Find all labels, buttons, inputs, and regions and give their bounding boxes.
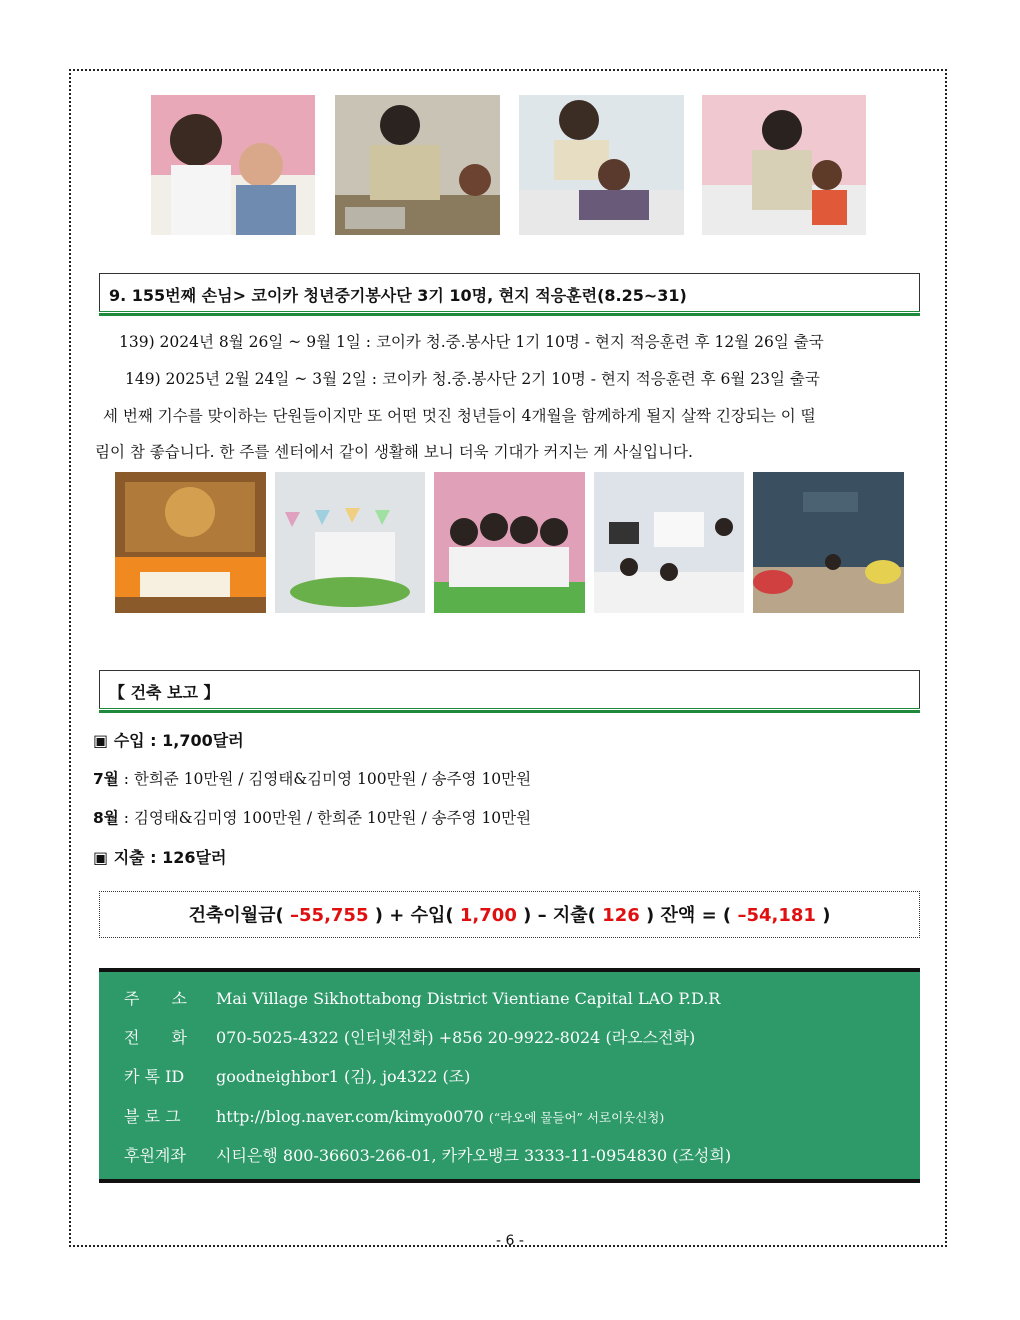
address-row: [124, 986, 720, 1009]
contact-info-box: [99, 968, 920, 1183]
account-value: 시티은행 800-36603-266-01, 카카오뱅크 3333-11-0954830 (조성희): [216, 1146, 732, 1165]
section-9-header: [99, 273, 920, 311]
expense-label: ▣ 지출 : 126달러: [93, 848, 227, 867]
balance-summary: [99, 891, 920, 938]
section-9-line-3: 세 번째 기수를 맞이하는 단원들이지만 또 어떤 멋진 청년들이 4개월을 함께하게 될지 살짝 긴장되는 이 떨: [103, 407, 816, 425]
summary-close: ): [822, 905, 831, 926]
carry-label: 건축이월금(: [188, 905, 284, 926]
page-number: - 6 -: [496, 1233, 524, 1249]
photo-volunteer-with-child: [702, 95, 866, 235]
blog-label: 블 로 그: [124, 1107, 181, 1126]
blog-note: (“라오에 물들어” 서로이웃신청): [488, 1110, 665, 1125]
phone-value: 070-5025-4322 (인터넷전화) +856 20-9922-8024 (라오스전화): [216, 1028, 696, 1047]
photo-group-outdoor: [434, 472, 585, 613]
phone-row: [124, 1025, 695, 1048]
july-donations: [93, 767, 531, 789]
balance-value: –54,181: [737, 905, 816, 926]
phone-label: 전 화: [124, 1028, 187, 1047]
photo-cooking-together: [275, 472, 425, 613]
summary-income-value: 1,700: [459, 905, 517, 926]
section-9-line-1: 139) 2024년 8월 26일 ~ 9월 1일 : 코이카 청.중.봉사단 1기 10명 - 현지 적응훈련 후 12월 26일 출국: [119, 333, 824, 351]
august-text: : 김영태&김미영 100만원 / 한희준 10만원 / 송주영 10만원: [118, 809, 532, 827]
summary-expense-label: ) – 지출(: [523, 905, 596, 926]
carry-value: –55,755: [290, 905, 369, 926]
photo-volunteer-cutting-hair: [519, 95, 684, 235]
summary-income-label: ) + 수입(: [374, 905, 454, 926]
photo-lounge-meeting: [753, 472, 904, 613]
building-report-header: [99, 670, 920, 708]
blog-link[interactable]: http://blog.naver.com/kimyo0070: [216, 1107, 484, 1126]
account-label: 후원계좌: [124, 1146, 186, 1165]
july-month: 7월: [93, 770, 119, 788]
building-report-title: 【 건축 보고 】: [109, 683, 220, 702]
section-9-line-2: 149) 2025년 2월 24일 ~ 3월 2일 : 코이카 청.중.봉사단 2기 10명 - 현지 적응훈련 후 6월 23일 출국: [125, 370, 820, 388]
address-label: 주 소: [124, 989, 187, 1008]
income-label: ▣ 수입 : 1,700달러: [93, 731, 244, 750]
july-text: : 한희준 10만원 / 김영태&김미영 100만원 / 송주영 10만원: [118, 770, 532, 788]
photo-group-welcome-banner: [115, 472, 266, 613]
blog-row: [124, 1104, 664, 1127]
kakao-value: goodneighbor1 (김), jo4322 (조): [216, 1067, 471, 1086]
august-donations: [93, 806, 531, 828]
august-month: 8월: [93, 809, 119, 827]
kakao-row: [124, 1064, 470, 1087]
section-9-line-4: 림이 참 좋습니다. 한 주를 센터에서 같이 생활해 보니 더욱 기대가 커지는 게 사실입니다.: [95, 443, 693, 461]
summary-expense-value: 126: [602, 905, 640, 926]
account-row: [124, 1143, 731, 1166]
photo-volunteer-feeding-child: [151, 95, 315, 235]
kakao-label: 카 톡 ID: [124, 1067, 185, 1086]
address-value: Mai Village Sikhottabong District Vientiane Capital LAO P.D.R: [216, 989, 721, 1008]
section-9-title: 9. 155번째 손님> 코이카 청년중기봉사단 3기 10명, 현지 적응훈련(8.25~31): [109, 286, 687, 305]
photo-volunteer-meal-table: [335, 95, 500, 235]
balance-label: ) 잔액 = (: [646, 905, 732, 926]
photo-classroom-training: [594, 472, 744, 613]
